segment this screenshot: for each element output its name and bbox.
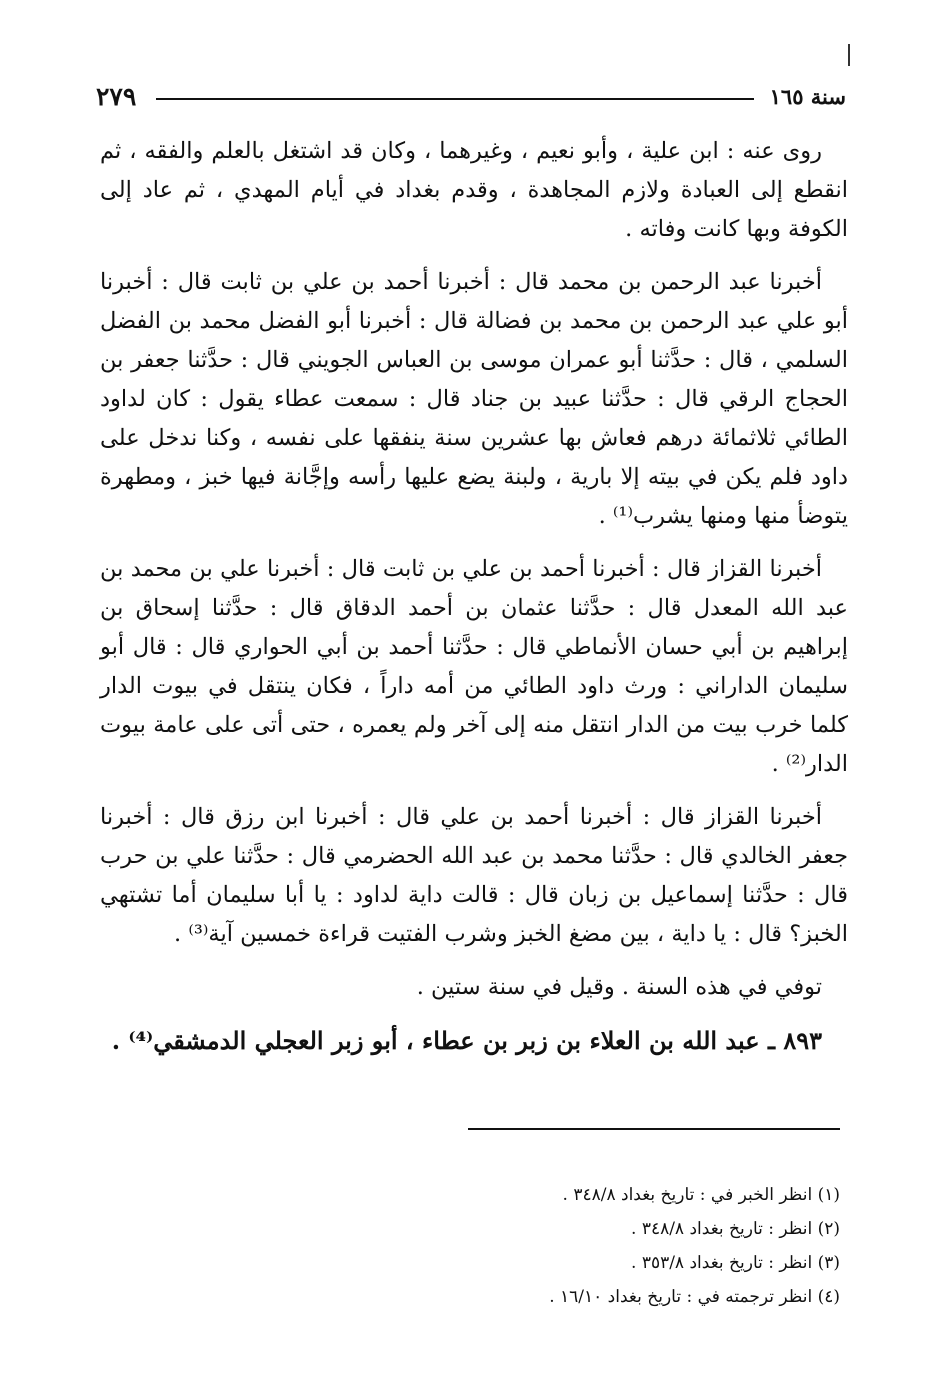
page-edge-mark [848,44,850,66]
biography-entry-heading: ٨٩٣ ـ عبد الله بن العلاء بن زبر بن عطاء ، أبو زبر العجلي الدمشقي⁽⁴⁾ . [111,1026,822,1055]
paragraph-narrators: روى عنه : ابن علية ، وأبو نعيم ، وغيرهما ، وكان قد اشتغل بالعلم والفقه ، ثم انقطع إلى العبادة ولازم المجاهدة ، وقدم بغداد في أيام المهدي ، ثم عاد إلى الكوفة وبها كانت وفاته . [100,138,848,242]
paragraph-isnad-darani: أخبرنا القزاز قال : أخبرنا أحمد بن علي بن ثابت قال : أخبرنا علي بن محمد بن عبد الله المعدل قال : حدَّثنا عثمان بن أحمد الدقاق قال : حدَّثنا إسحاق بن إبراهيم بن أبي حسان الأنماطي قال : حدَّثنا أحمد بن أبي الحواري قال : قال أبو سليمان الداراني : ورث داود الطائي من أمه داراً ، فكان ينتقل في بيوت الدار كلما خرب بيت من الدار انتقل منه إلى آخر ولم يعمره ، حتى أتى على عامة بيوت الدار⁽²⁾ . [100,556,848,777]
footnote-separator [468,1128,840,1130]
header-rule [156,98,754,100]
footnote-1: (١) انظر الخبر في : تاريخ بغداد ٣٤٨/٨ . [562,1185,840,1205]
page-header [96,82,846,116]
footnotes [180,1178,840,1314]
paragraph-death-note: توفي في هذه السنة . وقيل في سنة ستين . [416,974,822,1000]
paragraph-isnad-khaldi: أخبرنا القزاز قال : أخبرنا أحمد بن علي قال : أخبرنا ابن رزق قال : أخبرنا جعفر الخالدي قال : حدَّثنا محمد بن عبد الله الحضرمي قال : حدَّثنا علي بن حرب قال : حدَّثنا إسماعيل بن زبان قال : قالت داية لداود : يا أبا سليمان أما تشتهي الخبز؟ قال : يا داية ، بين مضغ الخبز وشرب الفتيت قراءة خمسين آية⁽³⁾ . [100,804,848,947]
main-text [100,132,848,1060]
footnote-3: (٣) انظر : تاريخ بغداد ٣٥٣/٨ . [631,1253,840,1273]
page-number: ٢٧٩ [96,82,137,111]
running-head: سنة ١٦٥ [769,84,846,109]
paragraph-isnad-ata: أخبرنا عبد الرحمن بن محمد قال : أخبرنا أحمد بن علي بن ثابت قال : أخبرنا أبو علي عبد الرحمن بن محمد بن فضالة قال : أخبرنا أبو الفضل محمد بن الفضل السلمي ، قال : حدَّثنا أبو عمران موسى بن العباس الجويني قال : حدَّثنا جعفر بن الحجاج الرقي قال : حدَّثنا عبيد بن جناد قال : سمعت عطاء يقول : كان لداود الطائي ثلاثمائة درهم فعاش بها عشرين سنة ينفقها على نفسه ، وكنا ندخل على داود فلم يكن في بيته إلا بارية ، ولبنة يضع عليها رأسه وإجَّانة فيها خبز ، ومطهرة يتوضأ منها ومنها يشرب⁽¹⁾ . [100,269,848,529]
footnote-2: (٢) انظر : تاريخ بغداد ٣٤٨/٨ . [631,1219,840,1239]
footnote-4: (٤) انظر ترجمته في : تاريخ بغداد ١٦/١٠ . [549,1287,840,1307]
